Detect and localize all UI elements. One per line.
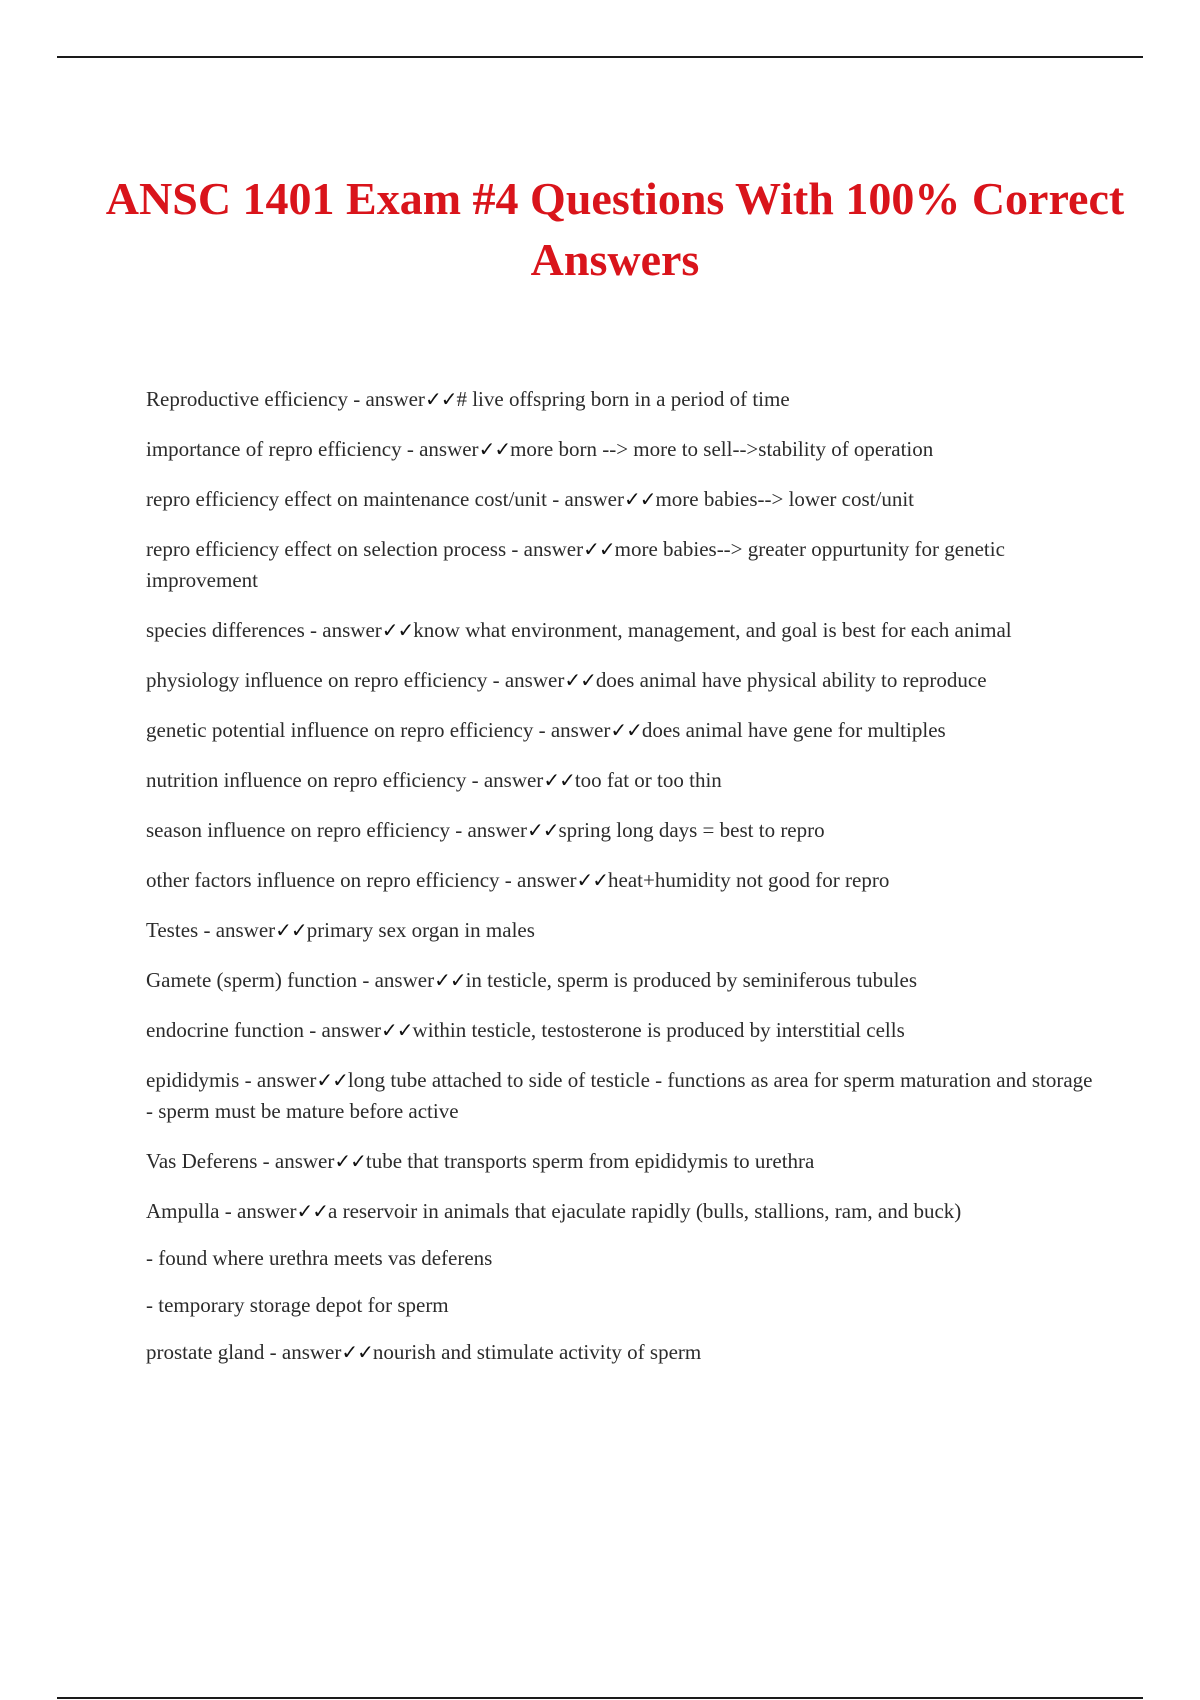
document-title: ANSC 1401 Exam #4 Questions With 100% Correct Answers: [105, 173, 1125, 285]
checkmark-icon: ✓✓: [610, 718, 642, 742]
checkmark-icon: ✓✓: [434, 968, 466, 992]
qa-answer: in testicle, sperm is produced by seminiferous tubules: [465, 968, 918, 992]
answer-label: answer: [550, 718, 611, 742]
answer-label: answer: [523, 537, 584, 561]
qa-answer: heat+humidity not good for repro: [608, 868, 890, 892]
qa-entry: endocrine function - answer✓✓within testicle, testosterone is produced by interstitial cells: [146, 1018, 905, 1042]
qa-term: species differences: [146, 618, 305, 642]
checkmark-icon: ✓✓: [564, 668, 596, 692]
answer-label: answer: [237, 1199, 297, 1223]
checkmark-icon: ✓✓: [526, 818, 559, 842]
qa-entry: Reproductive efficiency - answer✓✓# live offspring born in a period of time: [146, 387, 790, 411]
qa-answer: a reservoir in animals that ejaculate rapidly (bulls, stallions, ram, and buck): [328, 1199, 962, 1223]
qa-entry: Testes - answer✓✓primary sex organ in males: [146, 918, 535, 942]
checkmark-icon: ✓✓: [424, 387, 457, 411]
qa-term: Vas Deferens: [146, 1149, 258, 1173]
qa-entry: season influence on repro efficiency - answer✓✓spring long days = best to repro: [146, 818, 825, 842]
qa-term: prostate gland: [146, 1340, 265, 1364]
checkmark-icon: ✓✓: [583, 537, 615, 561]
checkmark-icon: ✓✓: [576, 868, 609, 892]
qa-answer: nourish and stimulate activity of sperm: [372, 1340, 702, 1364]
qa-term: Gamete (sperm) function: [146, 968, 358, 992]
qa-answer: too fat or too thin: [574, 768, 722, 792]
answer-label: answer: [321, 1018, 382, 1042]
qa-entry: physiology influence on repro efficiency - answer✓✓does animal have physical ability to reproduce: [146, 668, 987, 692]
qa-entry: prostate gland - answer✓✓nourish and stimulate activity of sperm: [146, 1340, 702, 1364]
answer-label: answer: [419, 437, 479, 461]
qa-answer: spring long days = best to repro: [558, 818, 825, 842]
answer-label: answer: [281, 1340, 342, 1364]
answer-label: answer: [365, 387, 425, 411]
qa-term: epididymis: [146, 1068, 240, 1092]
qa-term: nutrition influence on repro efficiency: [146, 768, 467, 792]
qa-entry: repro efficiency effect on selection process - answer✓✓more babies--> greater oppurtunity for genetic improvement: [146, 537, 1005, 592]
qa-term: endocrine function: [146, 1018, 305, 1042]
qa-answer: does animal have gene for multiples: [641, 718, 946, 742]
answer-label: answer: [517, 868, 577, 892]
qa-answer: does animal have physical ability to reproduce: [595, 668, 987, 692]
checkmark-icon: ✓✓: [316, 1068, 348, 1092]
qa-entry: species differences - answer✓✓know what environment, management, and goal is best for each animal: [146, 618, 1012, 642]
qa-entry: Ampulla - answer✓✓a reservoir in animals that ejaculate rapidly (bulls, stallions, ram, and buck): [146, 1199, 962, 1223]
checkmark-icon: ✓✓: [341, 1340, 373, 1364]
qa-term: Ampulla: [146, 1199, 220, 1223]
checkmark-icon: ✓✓: [381, 1018, 413, 1042]
answer-label: answer: [504, 668, 565, 692]
qa-answer: know what environment, management, and goal is best for each animal: [413, 618, 1012, 642]
checkmark-icon: ✓✓: [543, 768, 575, 792]
qa-answer: more babies--> greater oppurtunity for genetic improvement: [146, 537, 1005, 592]
top-rule: [57, 56, 1143, 58]
qa-answer: # live offspring born in a period of time: [456, 387, 790, 411]
answer-label: answer: [483, 768, 544, 792]
checkmark-icon: ✓✓: [275, 918, 307, 942]
qa-entry: other factors influence on repro efficiency - answer✓✓heat+humidity not good for repro: [146, 868, 890, 892]
qa-entry: nutrition influence on repro efficiency - answer✓✓too fat or too thin: [146, 768, 722, 792]
answer-label: answer: [322, 618, 382, 642]
checkmark-icon: ✓✓: [623, 487, 656, 511]
qa-entry: genetic potential influence on repro efficiency - answer✓✓does animal have gene for multiples: [146, 718, 946, 742]
qa-continuation-line: - temporary storage depot for sperm: [146, 1293, 449, 1317]
checkmark-icon: ✓✓: [478, 437, 511, 461]
checkmark-icon: ✓✓: [296, 1199, 328, 1223]
qa-continuation-line: - found where urethra meets vas deferens: [146, 1246, 493, 1270]
qa-entry: Vas Deferens - answer✓✓tube that transports sperm from epididymis to urethra: [146, 1149, 815, 1173]
qa-answer: long tube attached to side of testicle - functions as area for sperm maturation and storage - sperm must be mature before active: [146, 1068, 1093, 1123]
qa-entry: Gamete (sperm) function - answer✓✓in testicle, sperm is produced by seminiferous tubules: [146, 968, 918, 992]
qa-entry: epididymis - answer✓✓long tube attached to side of testicle - functions as area for sperm maturation and storage - sperm must be mature before active: [146, 1068, 1093, 1123]
answer-label: answer: [564, 487, 624, 511]
answer-label: answer: [467, 818, 527, 842]
qa-term: Reproductive efficiency: [146, 387, 348, 411]
qa-term: other factors influence on repro efficiency: [146, 868, 500, 892]
qa-term: repro efficiency effect on maintenance cost/unit: [146, 487, 547, 511]
qa-answer: more babies--> lower cost/unit: [655, 487, 914, 511]
checkmark-icon: ✓✓: [381, 618, 414, 642]
qa-entry: importance of repro efficiency - answer✓✓more born --> more to sell-->stability of operation: [146, 437, 934, 461]
qa-list: [146, 384, 1096, 1387]
qa-term: Testes: [146, 918, 199, 942]
qa-term: repro efficiency effect on selection process: [146, 537, 507, 561]
qa-answer: within testicle, testosterone is produced by interstitial cells: [412, 1018, 905, 1042]
answer-label: answer: [256, 1068, 317, 1092]
answer-label: answer: [374, 968, 435, 992]
bottom-rule: [57, 1697, 1143, 1699]
qa-term: season influence on repro efficiency: [146, 818, 450, 842]
checkmark-icon: ✓✓: [334, 1149, 366, 1173]
qa-term: importance of repro efficiency: [146, 437, 402, 461]
qa-term: genetic potential influence on repro efficiency: [146, 718, 534, 742]
qa-entry: repro efficiency effect on maintenance cost/unit - answer✓✓more babies--> lower cost/unit: [146, 487, 914, 511]
qa-answer: more born --> more to sell-->stability of operation: [510, 437, 934, 461]
qa-term: physiology influence on repro efficiency: [146, 668, 488, 692]
answer-label: answer: [215, 918, 276, 942]
qa-answer: primary sex organ in males: [306, 918, 535, 942]
qa-answer: tube that transports sperm from epididymis to urethra: [365, 1149, 815, 1173]
answer-label: answer: [274, 1149, 335, 1173]
